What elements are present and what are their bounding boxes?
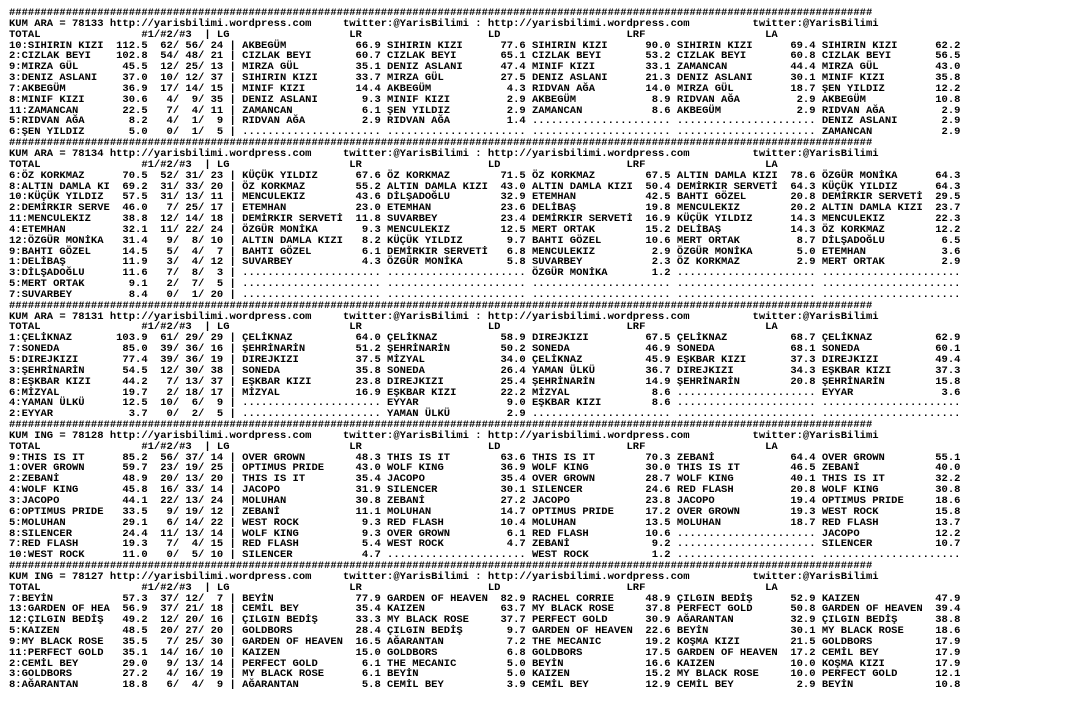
column-headers: TOTAL #1/#2/#3 | LG LR LD LRF LA xyxy=(9,321,778,334)
report-row: 12:ÖZGÜR MONİKA 31.4 9/ 8/ 10 | ALTIN DAMLA KIZI 8.2 KÜÇÜK YILDIZ 9.7 BAHTI GÖZEL 10.6 MERT ORTAK 8.7 DİLŞADOĞLU 6.5 xyxy=(9,234,961,247)
report-row: 2:EYYAR 3.7 0/ 2/ 5 | ...................... YAMAN ÜLKÜ 2.9 ...................... ...................... ...................... xyxy=(9,408,961,421)
report-row: 2:CIZLAK BEYI 102.8 54/ 48/ 21 | CIZLAK BEYI 60.7 CIZLAK BEYI 65.1 CIZLAK BEYI 53.2 CIZLAK BEYI 60.8 CIZLAK BEYI 56.5 xyxy=(9,50,961,63)
report-row: 1:OVER GROWN 59.7 23/ 19/ 25 | OPTIMUS PRIDE 43.0 WOLF KING 36.9 WOLF KING 30.0 THIS IS IT 46.5 ZEBANİ 40.0 xyxy=(9,462,961,475)
race-header[interactable]: KUM ING = 78127 http://yarisbilimi.wordpress.com twitter:@YarisBilimi : http://yarisbilimi.wordpress.com twitter:@YarisBilimi xyxy=(9,570,879,583)
report-row: 7:SUVARBEY 8.4 0/ 1/ 20 | ...................... ...................... ...................... ...................... ...................... xyxy=(9,288,961,301)
report-row: 4:YAMAN ÜLKÜ 12.5 10/ 6/ 9 | ...................... EYYAR 9.0 EŞKBAR KIZI 8.6 ...................... ...................... xyxy=(9,397,961,410)
report-row: 4:ETEMHAN 32.1 11/ 22/ 24 | ÖZGÜR MONİKA 9.3 MENCULEKIZ 12.5 MERT ORTAK 15.2 DELİBAŞ 14.3 ÖZ KORKMAZ 12.2 xyxy=(9,223,961,236)
report-row: 5:MOLUHAN 29.1 6/ 14/ 22 | WEST ROCK 9.3 RED FLASH 10.4 MOLUHAN 13.5 MOLUHAN 18.7 RED FLASH 13.7 xyxy=(9,516,961,529)
report-row: 5:KAIZEN 48.5 20/ 27/ 20 | GOLDBORS 28.4 ÇILGIN BEDİŞ 9.7 GARDEN OF HEAVEN 22.6 BEYİN 30.1 MY BLACK ROSE 18.6 xyxy=(9,625,961,638)
report-row: 5:MERT ORTAK 9.1 2/ 7/ 5 | ...................... ...................... ...................... ...................... ...................... xyxy=(9,278,961,291)
separator-line: ######################################################################################################################################### xyxy=(9,299,873,312)
column-headers: TOTAL #1/#2/#3 | LG LR LD LRF LA xyxy=(9,581,778,594)
report-row: 11:PERFECT GOLD 35.1 14/ 16/ 10 | KAIZEN 15.0 GOLDBORS 6.8 GOLDBORS 17.5 GARDEN OF HEAVEN 17.2 CEMİL BEY 17.9 xyxy=(9,646,961,659)
report-row: 9:THIS IS IT 85.2 56/ 37/ 14 | OVER GROWN 48.3 THIS IS IT 63.6 THIS IS IT 70.3 ZEBANİ 64.4 OVER GROWN 55.1 xyxy=(9,451,961,464)
report-row: 9:MY BLACK ROSE 35.5 7/ 25/ 30 | GARDEN OF HEAVEN 16.5 AĞARANTAN 7.2 THE MECANIC 19.2 KOŞMA KIZI 21.5 GOLDBORS 17.9 xyxy=(9,635,961,648)
report-row: 1:ÇELİKNAZ 103.9 61/ 29/ 29 | ÇELİKNAZ 64.0 ÇELİKNAZ 58.9 DIREJKIZI 67.5 ÇELİKNAZ 68.7 ÇELİKNAZ 62.9 xyxy=(9,332,961,345)
report-row: 11:MENCULEKIZ 38.8 12/ 14/ 18 | DEMİRKIR SERVETİ 11.8 SUVARBEY 23.4 DEMİRKIR SERVETİ 16.9 KÜÇÜK YILDIZ 14.3 MENCULEKIZ 22.3 xyxy=(9,213,961,226)
race-header[interactable]: KUM ING = 78128 http://yarisbilimi.wordpress.com twitter:@YarisBilimi : http://yarisbilimi.wordpress.com twitter:@YarisBilimi xyxy=(9,429,879,442)
report-row: 3:DİLŞADOĞLU 11.6 7/ 8/ 3 | ...................... ...................... ÖZGÜR MONİKA 1.2 ...................... ...................... xyxy=(9,267,961,280)
report-row: 8:EŞKBAR KIZI 44.2 7/ 13/ 37 | EŞKBAR KIZI 23.8 DIREJKIZI 25.4 ŞEHRİNARİN 14.9 ŞEHRİNARİN 20.8 ŞEHRİNARİN 15.8 xyxy=(9,375,961,388)
separator-line: ######################################################################################################################################### xyxy=(9,560,873,573)
report-row: 10:WEST ROCK 11.0 0/ 5/ 10 | SILENCER 4.7 ...................... WEST ROCK 1.2 ...................... ...................... xyxy=(9,549,961,562)
column-headers: TOTAL #1/#2/#3 | LG LR LD LRF LA xyxy=(9,28,778,41)
report-row: 1:DELİBAŞ 11.9 3/ 4/ 12 | SUVARBEY 4.3 ÖZGÜR MONİKA 5.8 SUVARBEY 2.3 ÖZ KORKMAZ 2.9 MERT ORTAK 2.9 xyxy=(9,256,961,269)
report-row: 3:JACOPO 44.1 22/ 13/ 24 | MOLUHAN 30.8 ZEBANİ 27.2 JACOPO 23.8 JACOPO 19.4 OPTIMUS PRIDE 18.6 xyxy=(9,494,961,507)
column-headers: TOTAL #1/#2/#3 | LG LR LD LRF LA xyxy=(9,158,778,171)
report-row: 3:GOLDBORS 27.2 4/ 16/ 19 | MY BLACK ROSE 6.1 BEYİN 5.0 KAIZEN 15.2 MY BLACK ROSE 10.0 PERFECT GOLD 12.1 xyxy=(9,668,961,681)
separator-line: ######################################################################################################################################### xyxy=(9,7,873,19)
report-row: 3:DENIZ ASLANI 37.0 10/ 12/ 37 | SIHIRIN KIZI 33.7 MIRZA GÜL 27.5 DENIZ ASLANI 21.3 DENIZ ASLANI 30.1 MINIF KIZI 35.8 xyxy=(9,72,961,85)
report-row: 6:MİZYAL 19.7 2/ 18/ 17 | MİZYAL 16.9 EŞKBAR KIZI 22.2 MİZYAL 8.6 ...................... EYYAR 3.6 xyxy=(9,386,961,399)
report-row: 3:ŞEHRİNARİN 54.5 12/ 30/ 38 | SONEDA 35.8 SONEDA 26.4 YAMAN ÜLKÜ 36.7 DIREJKIZI 34.3 EŞKBAR KIZI 37.3 xyxy=(9,364,961,377)
report-row: 10:KÜÇÜK YILDIZ 57.5 31/ 13/ 11 | MENCULEKIZ 43.6 DİLŞADOĞLU 32.9 ETEMHAN 42.5 BAHTI GÖZEL 20.8 DEMİRKIR SERVETİ 29.5 xyxy=(9,191,961,204)
report-row: 5:RIDVAN AĞA 8.2 4/ 1/ 9 | RIDVAN AĞA 2.9 RIDVAN AĞA 1.4 ...................... ...................... DENIZ ASLANI 2.9 xyxy=(9,115,961,128)
report-row: 2:DEMİRKIR SERVE 46.0 7/ 25/ 17 | ETEMHAN 23.0 ETEMHAN 23.6 DELİBAŞ 19.8 MENCULEKIZ 20.2 ALTIN DAMLA KIZI 23.7 xyxy=(9,202,961,215)
report-row: 4:WOLF KING 45.8 16/ 33/ 14 | JACOPO 31.9 SILENCER 30.1 SILENCER 24.6 RED FLASH 20.8 WOLF KING 30.8 xyxy=(9,484,961,497)
race-header[interactable]: KUM ARA = 78131 http://yarisbilimi.wordpress.com twitter:@YarisBilimi : http://yarisbilimi.wordpress.com twitter:@YarisBilimi xyxy=(9,310,879,323)
report-row: 7:AKBEGÜM 36.9 17/ 14/ 15 | MINIF KIZI 14.4 AKBEGÜM 4.3 RIDVAN AĞA 14.0 MIRZA GÜL 18.7 ŞEN YILDIZ 12.2 xyxy=(9,82,961,95)
report-row: 2:CEMİL BEY 29.0 9/ 13/ 14 | PERFECT GOLD 6.1 THE MECANIC 5.0 BEYİN 16.6 KAIZEN 10.0 KOŞMA KIZI 17.9 xyxy=(9,657,961,670)
report-row: 8:MINIF KIZI 30.6 4/ 9/ 35 | DENIZ ASLANI 9.3 MINIF KIZI 2.9 AKBEGÜM 8.9 RIDVAN AĞA 2.9 AKBEGÜM 10.8 xyxy=(9,93,961,106)
report-row: 13:GARDEN OF HEA 56.9 37/ 21/ 18 | CEMİL BEY 35.4 KAIZEN 63.7 MY BLACK ROSE 37.8 PERFECT GOLD 50.8 GARDEN OF HEAVEN 39.4 xyxy=(9,603,961,616)
report-row: 12:ÇILGIN BEDİŞ 49.2 12/ 20/ 16 | ÇILGIN BEDİŞ 33.3 MY BLACK ROSE 37.7 PERFECT GOLD 30.9 AĞARANTAN 32.9 ÇILGIN BEDİŞ 38.8 xyxy=(9,614,961,627)
race-header[interactable]: KUM ARA = 78134 http://yarisbilimi.wordpress.com twitter:@YarisBilimi : http://yarisbilimi.wordpress.com twitter:@YarisBilimi xyxy=(9,147,879,160)
separator-line: ######################################################################################################################################### xyxy=(9,137,873,150)
report-row: 5:DIREJKIZI 77.4 39/ 36/ 19 | DIREJKIZI 37.5 MİZYAL 34.0 ÇELİKNAZ 45.9 EŞKBAR KIZI 37.3 DIREJKIZI 49.4 xyxy=(9,354,961,366)
report-row: 7:RED FLASH 19.3 7/ 4/ 15 | RED FLASH 5.4 WEST ROCK 4.7 ZEBANİ 9.2 ...................... SILENCER 10.7 xyxy=(9,538,961,551)
report-row: 9:BAHTI GÖZEL 14.5 5/ 4/ 7 | BAHTI GÖZEL 6.1 DEMİRKIR SERVETİ 6.8 MENCULEKIZ 2.9 ÖZGÜR MONİKA 5.0 ETEMHAN 3.6 xyxy=(9,245,961,258)
report-row: 9:MIRZA GÜL 45.5 12/ 25/ 13 | MIRZA GÜL 35.1 DENIZ ASLANI 47.4 MINIF KIZI 33.1 ZAMANCAN 44.4 MIRZA GÜL 43.0 xyxy=(9,61,961,74)
report-row: 10:SIHIRIN KIZI 112.5 62/ 56/ 24 | AKBEGÜM 66.9 SIHIRIN KIZI 77.6 SIHIRIN KIZI 90.0 SIHIRIN KIZI 69.4 SIHIRIN KIZI 62.2 xyxy=(9,39,961,52)
separator-line: ######################################################################################################################################### xyxy=(9,419,873,432)
report-row: 6:ŞEN YILDIZ 5.0 0/ 1/ 5 | ...................... ...................... ...................... ...................... ZAMANCAN 2.9 xyxy=(9,126,961,139)
report-row: 6:ÖZ KORKMAZ 70.5 52/ 31/ 23 | KÜÇÜK YILDIZ 67.6 ÖZ KORKMAZ 71.5 ÖZ KORKMAZ 67.5 ALTIN DAMLA KIZI 78.6 ÖZGÜR MONİKA 64.3 xyxy=(9,169,961,182)
race-report-text xyxy=(9,8,960,691)
report-row: 6:OPTIMUS PRIDE 33.5 9/ 19/ 12 | ZEBANİ 11.1 MOLUHAN 14.7 OPTIMUS PRIDE 17.2 OVER GROWN 19.3 WEST ROCK 15.8 xyxy=(9,505,961,518)
column-headers: TOTAL #1/#2/#3 | LG LR LD LRF LA xyxy=(9,440,778,453)
report-row: 7:SONEDA 85.0 39/ 36/ 16 | ŞEHRİNARİN 51.2 ŞEHRİNARİN 50.2 SONEDA 46.9 SONEDA 68.1 SONEDA 60.1 xyxy=(9,343,961,356)
race-header[interactable]: KUM ARA = 78133 http://yarisbilimi.wordpress.com twitter:@YarisBilimi : http://yarisbilimi.wordpress.com twitter:@YarisBilimi xyxy=(9,17,879,30)
report-row: 11:ZAMANCAN 22.5 7/ 4/ 11 | ZAMANCAN 6.1 ŞEN YILDIZ 2.9 ZAMANCAN 8.6 AKBEGÜM 2.9 RIDVAN AĞA 2.9 xyxy=(9,104,961,117)
report-row: 8:AĞARANTAN 18.8 6/ 4/ 9 | AĞARANTAN 5.8 CEMİL BEY 3.9 CEMİL BEY 12.9 CEMİL BEY 2.9 BEYİN 10.8 xyxy=(9,679,961,692)
report-row: 8:ALTIN DAMLA KI 69.2 31/ 33/ 20 | ÖZ KORKMAZ 55.2 ALTIN DAMLA KIZI 43.0 ALTIN DAMLA KIZI 50.4 DEMİRKIR SERVETİ 64.3 KÜÇÜK YILDIZ 64.3 xyxy=(9,180,961,193)
report-row: 2:ZEBANİ 48.9 20/ 13/ 20 | THIS IS IT 35.4 JACOPO 35.4 OVER GROWN 28.7 WOLF KING 40.1 THIS IS IT 32.2 xyxy=(9,473,961,486)
report-row: 7:BEYİN 57.3 37/ 12/ 7 | BEYİN 77.9 GARDEN OF HEAVEN 82.9 RACHEL CORRIE 48.9 ÇILGIN BEDİŞ 52.9 KAIZEN 47.9 xyxy=(9,592,961,605)
report-row: 8:SILENCER 24.4 11/ 13/ 14 | WOLF KING 9.3 OVER GROWN 6.1 RED FLASH 10.6 ...................... JACOPO 12.2 xyxy=(9,527,961,540)
